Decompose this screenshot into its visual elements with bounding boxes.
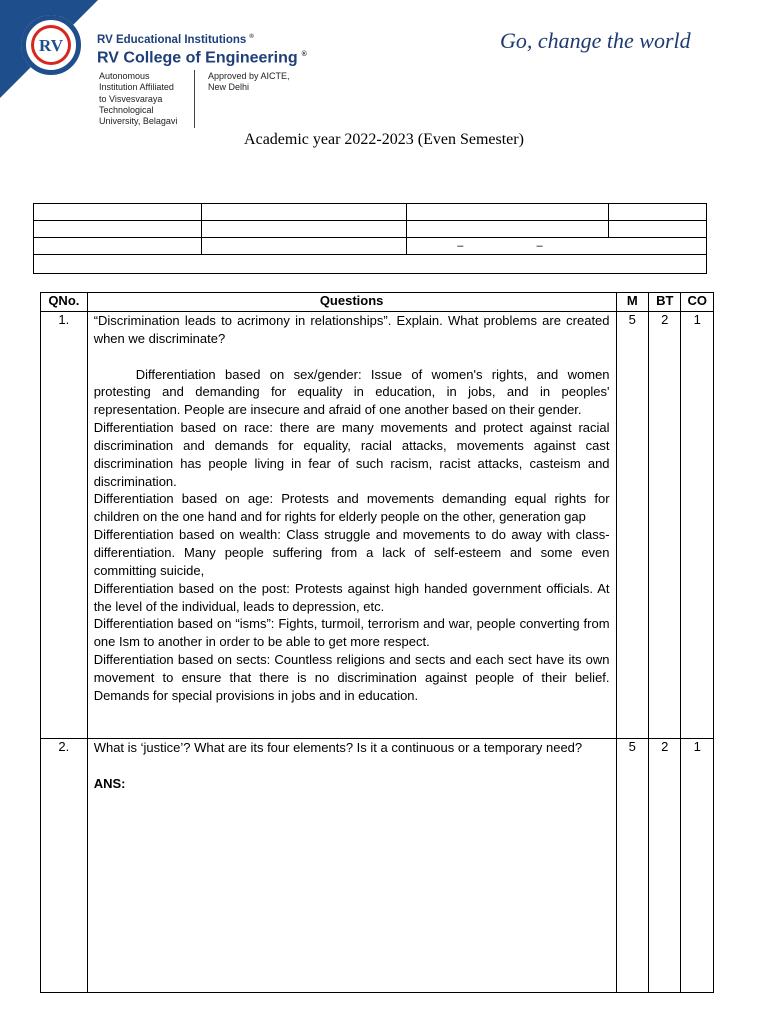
answer-label: ANS: (93, 775, 126, 791)
question-number: 1. (41, 312, 88, 739)
header-qno: QNo. (41, 293, 88, 312)
bloom-level: 2 (649, 312, 681, 739)
question-text: What is ‘justice’? What are its four elements? Is it a continuous or a temporary need? (93, 740, 583, 755)
question-text: “Discrimination leads to acrimony in relationships”. Explain. What problems are created when we discriminate? (93, 313, 610, 346)
header-questions: Questions (87, 293, 616, 312)
questions-table (40, 292, 714, 993)
course-info-table (33, 203, 707, 274)
academic-year-title: Academic year 2022-2023 (Even Semester) (244, 131, 524, 148)
info-row (34, 238, 707, 255)
approval-note: Approved by AICTE, New Delhi (208, 71, 290, 93)
info-row (34, 255, 707, 274)
questions-header-row (41, 293, 714, 312)
info-row (34, 204, 707, 221)
marks: 5 (616, 312, 648, 739)
answer-paragraph: Differentiation based on age: Protests and movements demanding equal rights for children on the one hand and for rights for elderly people on the other, generation gap (93, 491, 610, 525)
bloom-level: 2 (649, 739, 681, 993)
info-row (34, 221, 707, 238)
dash: – (536, 240, 543, 252)
answer-paragraph: Differentiation based on “isms”: Fights, turmoil, terrorism and war, people converting from one Ism to another in order to be able to get more respect. (93, 616, 610, 650)
slogan: Go, change the world (500, 28, 691, 53)
header-m: M (616, 293, 648, 312)
header-bt: BT (649, 293, 681, 312)
answer-paragraph: Differentiation based on race: there are many movements and protect against racial discrimination and demands for equality, racial attacks, movements against cast discrimination has people living in fear of such racism, racist attacks, casteism and discrimination. (93, 420, 610, 489)
answer-paragraph: Differentiation based on sex/gender: Issue of women's rights, and women protesting and demanding for equality in education, in jobs, and in peoples' representation. People are insecure and afraid of one another based on their gender. (93, 366, 610, 418)
logo-text: RV (39, 36, 63, 55)
question-row (41, 312, 714, 739)
header-divider (194, 70, 195, 128)
question-row (41, 739, 714, 993)
question-cell (87, 312, 616, 739)
answer-paragraph: Differentiation based on wealth: Class struggle and movements to do away with class-differentiation. Many people suffering from a lack of self-esteem and some even committing suicide, (93, 527, 610, 578)
dash: – (457, 240, 464, 252)
course-outcome: 1 (681, 739, 714, 993)
rv-logo-icon (20, 14, 82, 76)
course-outcome: 1 (681, 312, 714, 739)
question-number: 2. (41, 739, 88, 993)
answer-paragraph: Differentiation based on the post: Protests against high handed government officials. At the level of the individual, leads to depression, etc. (93, 580, 610, 614)
college-name: RV College of Engineering ® (97, 49, 307, 67)
autonomous-note: Autonomous Institution Affiliated to Visvesvaraya Technological University, Belagavi (99, 71, 178, 127)
header-co: CO (681, 293, 714, 312)
institutions-name: RV Educational Institutions ® (97, 33, 254, 46)
marks: 5 (616, 739, 648, 993)
question-cell (87, 739, 616, 993)
answer-paragraph: Differentiation based on sects: Countless religions and sects and each sect have its own movement to ensure that there is no discrimination against people of their belief. Demands for special provisions in jobs and in education. (93, 652, 610, 703)
